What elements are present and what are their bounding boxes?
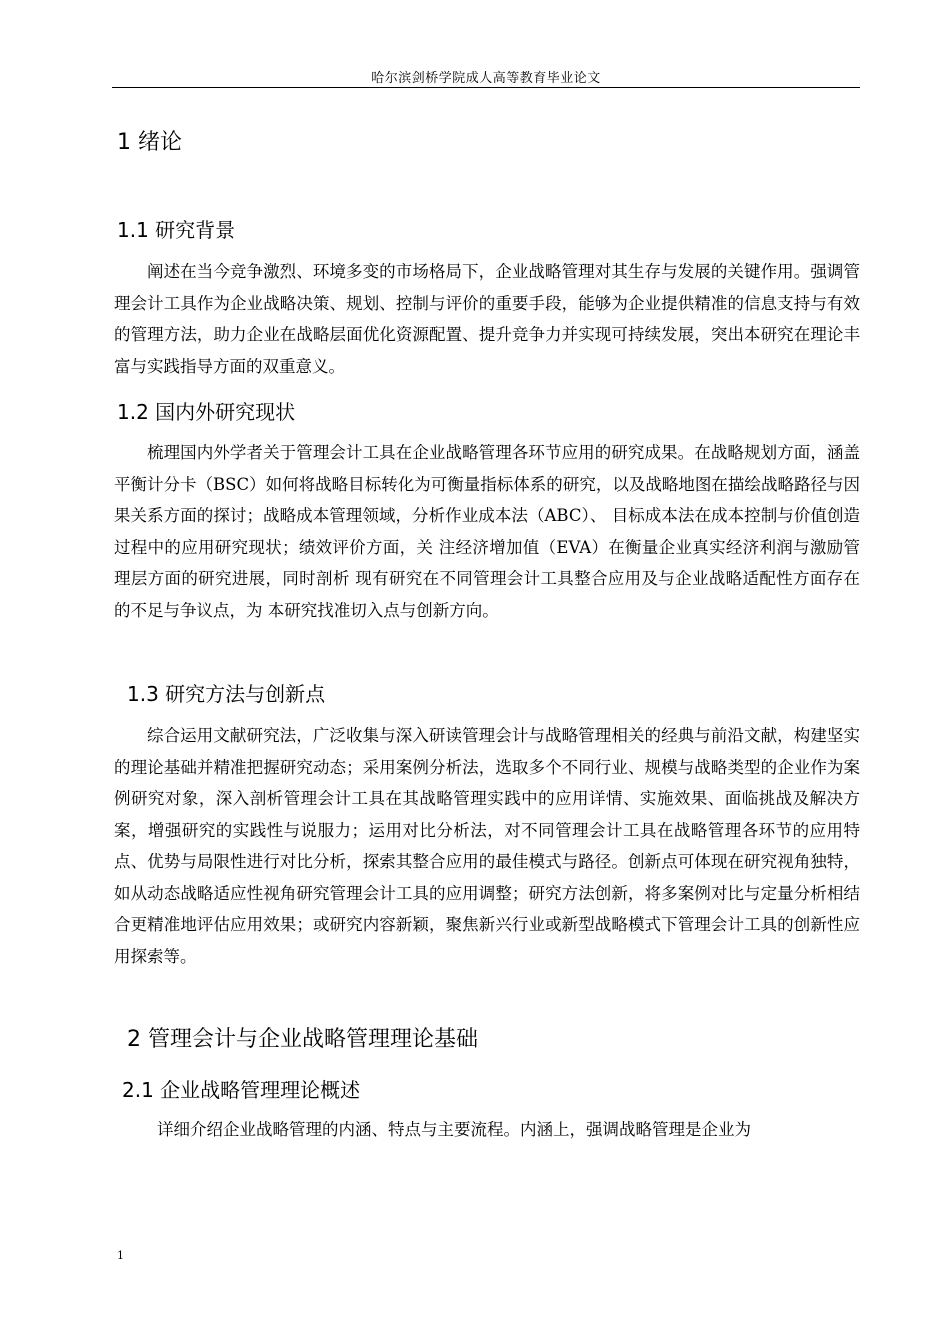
section-1-3-paragraph: 综合运用文献研究法，广泛收集与深入研读管理会计与战略管理相关的经典与前沿文献，构建坚实的理论基础并精准把握研究动态；采用案例分析法，选取多个不同行业、规模与战略类型的企业作为案例研究对象，深入剖析管理会计工具在其战略管理实践中的应用详情、实施效果、面临挑战及解决方案，增强研究的实践性与说服力；运用对比分析法，对不同管理会计工具在战略管理各环节的应用特点、优势与局限性进行对比分析，探索其整合应用的最佳模式与路径。创新点可体现在研究视角独特，如从动态战略适应性视角研究管理会计工具的应用调整；研究方法创新，将多案例对比与定量分析相结合更精准地评估应用效果；或研究内容新颖，聚焦新兴行业或新型战略模式下管理会计工具的创新性应用探索等。 — [114, 726, 860, 966]
section-1-1-paragraph: 阐述在当今竞争激烈、环境多变的市场格局下，企业战略管理对其生存与发展的关键作用。强调管理会计工具作为企业战略决策、规划、控制与评价的重要手段，能够为企业提供精准的信息支持与有效的管理方法，助力企业在战略层面优化资源配置、提升竞争力并实现可持续发展，突出本研究在理论丰富与实践指导方面的双重意义。 — [114, 262, 860, 376]
page-number: 1 — [117, 1249, 124, 1262]
section-1-2-title: 1.2 国内外研究现状 — [117, 400, 296, 424]
chapter-2-title: 2 管理会计与企业战略管理理论基础 — [127, 1027, 478, 1052]
section-2-1-paragraph: 详细介绍企业战略管理的内涵、特点与主要流程。内涵上，强调战略管理是企业为 — [157, 1120, 751, 1139]
header-divider — [112, 87, 860, 88]
section-1-1-title: 1.1 研究背景 — [117, 218, 236, 242]
running-header: 哈尔滨剑桥学院成人高等教育毕业论文 — [371, 71, 601, 86]
chapter-1-title: 1 绪论 — [117, 130, 182, 155]
section-1-3-title: 1.3 研究方法与创新点 — [127, 682, 326, 706]
section-2-1-title: 2.1 企业战略管理理论概述 — [122, 1078, 361, 1102]
section-1-2-paragraph: 梳理国内外学者关于管理会计工具在企业战略管理各环节应用的研究成果。在战略规划方面，涵盖平衡计分卡（BSC）如何将战略目标转化为可衡量指标体系的研究，以及战略地图在描绘战略路径与因果关系方面的探讨；战略成本管理领域，分析作业成本法（ABC）、 目标成本法在成本控制与价值创造过程中的应用研究现状；绩效评价方面，关 注经济增加值（EVA）在衡量企业真实经济利润与激励管理层方面的研究进展，同时剖析 现有研究在不同管理会计工具整合应用及与企业战略适配性方面存在的不足与争议点，为 本研究找准切入点与创新方向。 — [114, 443, 860, 620]
